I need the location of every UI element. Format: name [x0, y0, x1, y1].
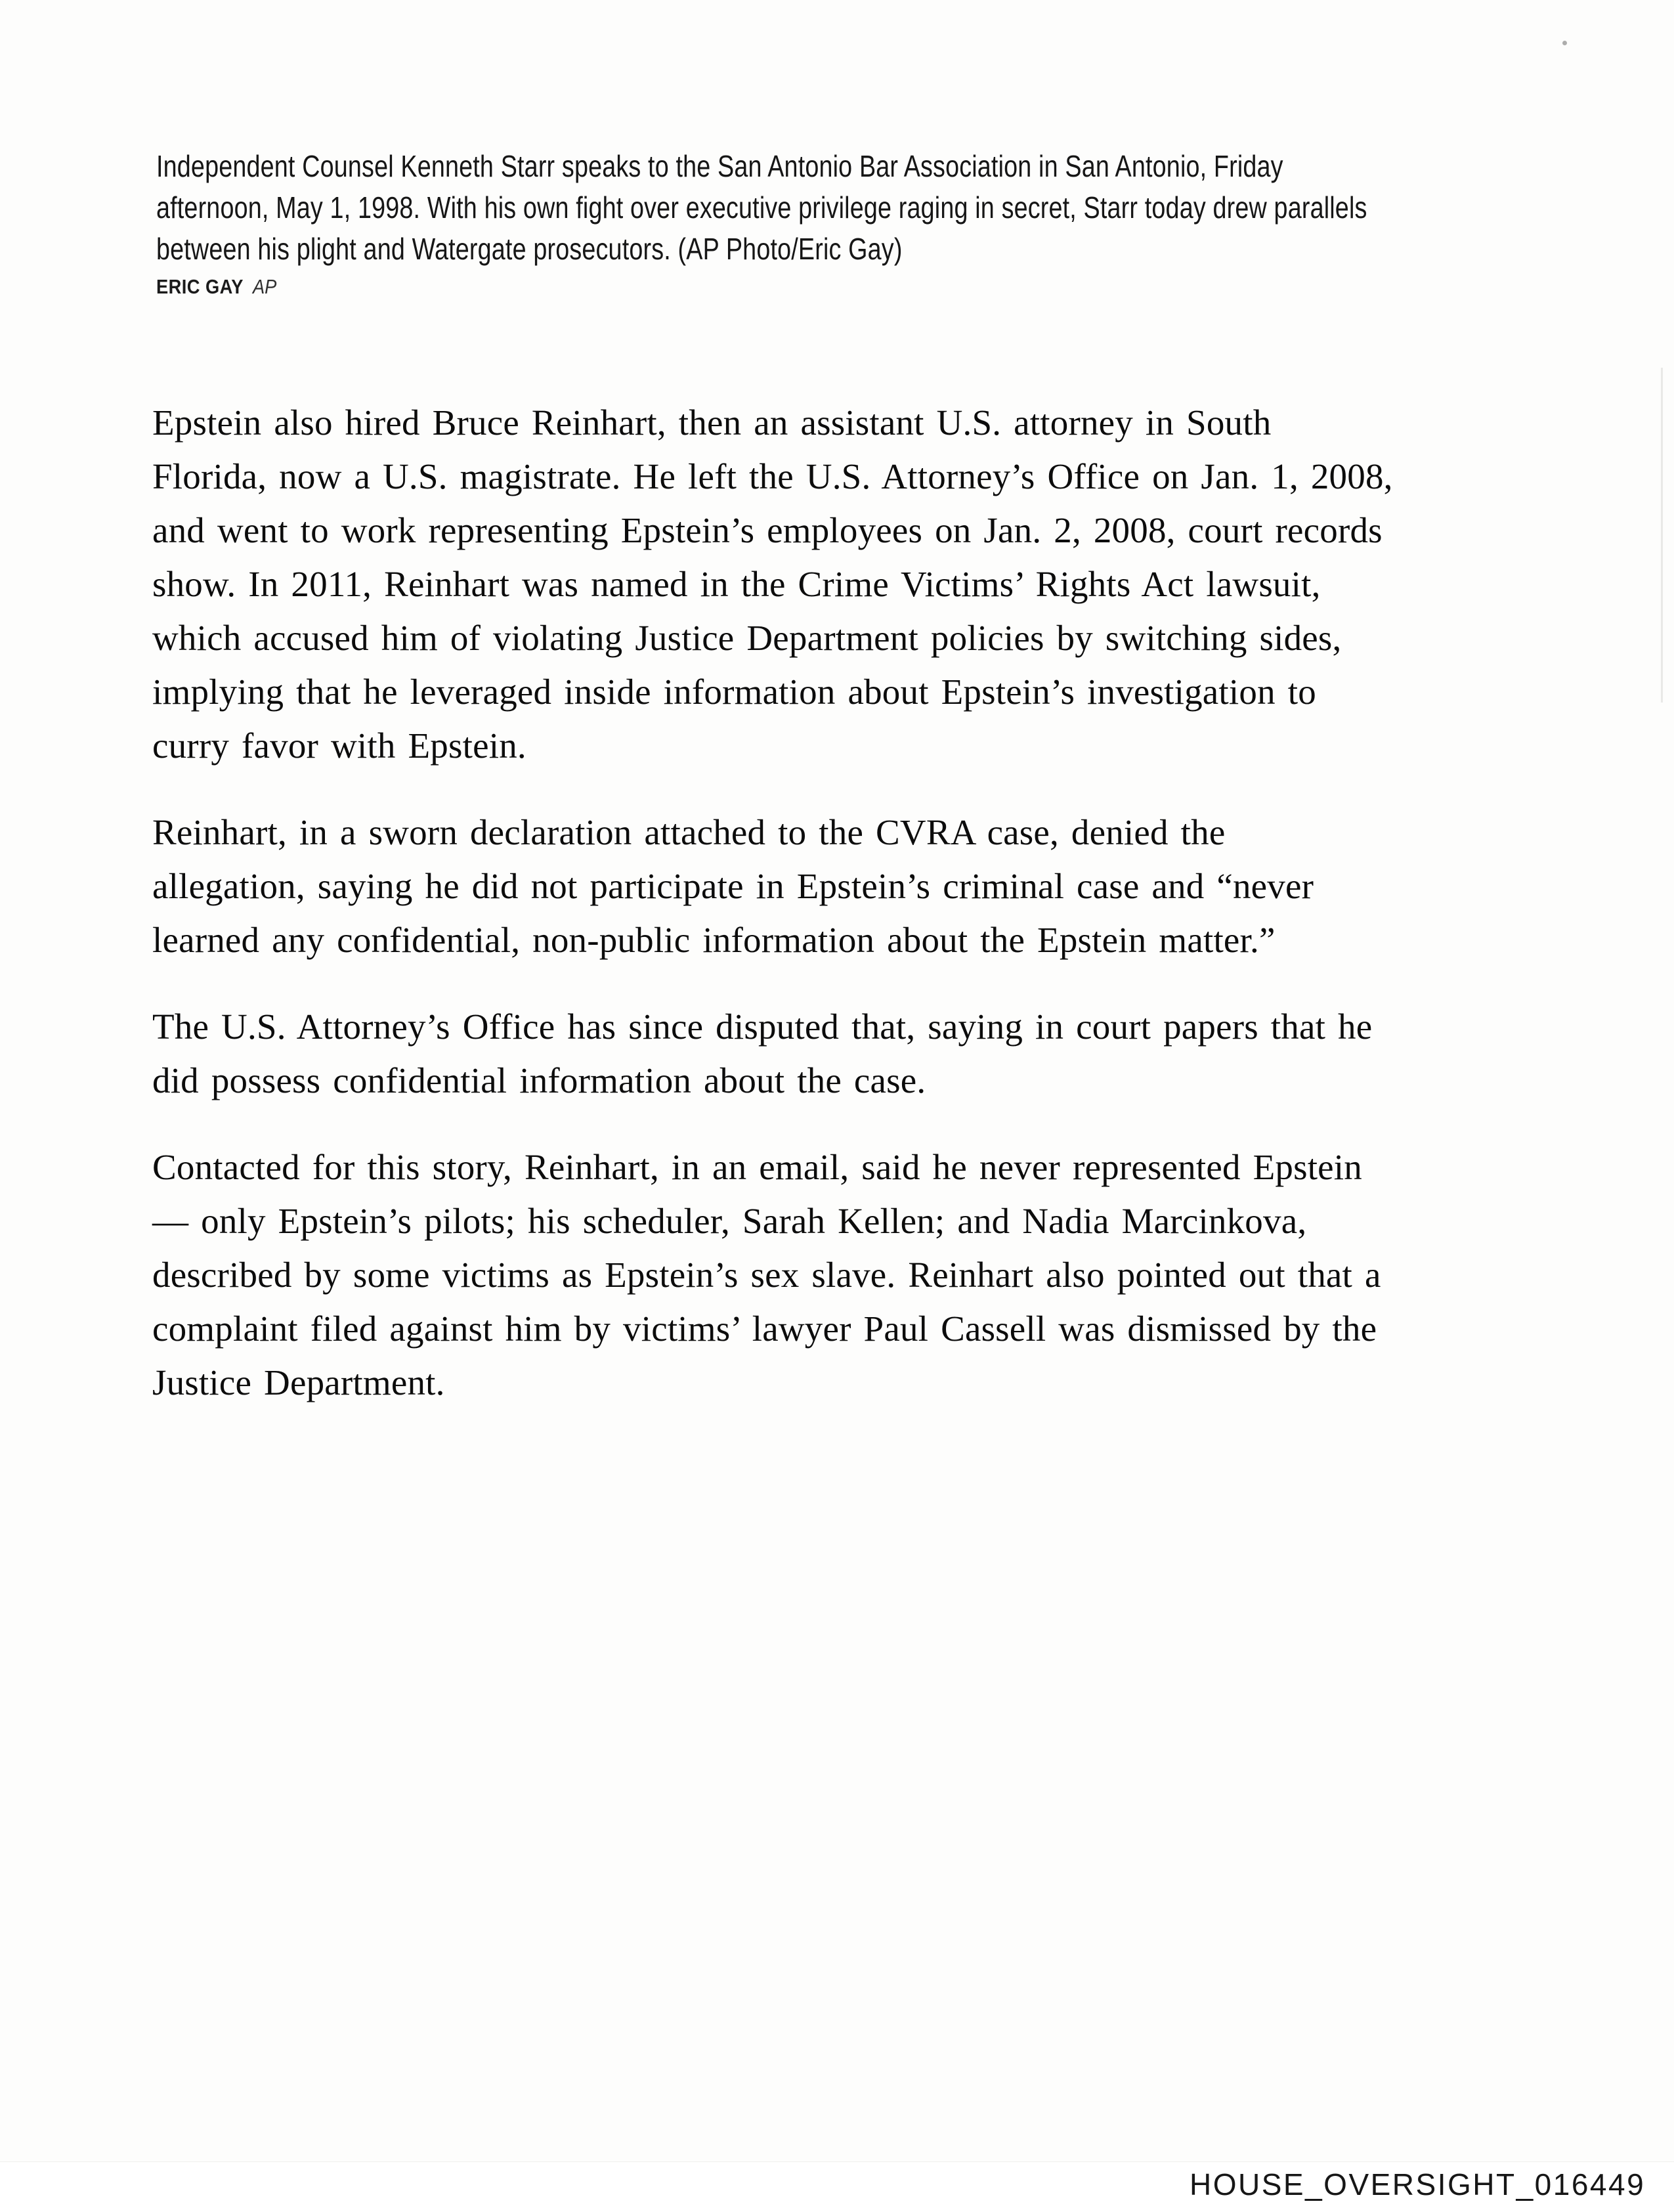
caption-line: Independent Counsel Kenneth Starr speaks to the San Antonio Bar Association in San Antonio, Friday: [156, 149, 1283, 183]
text-line: Florida, now a U.S. magistrate. He left the U.S. Attorney’s Office on Jan. 1, 2008,: [152, 456, 1393, 496]
text-line: The U.S. Attorney’s Office has since disputed that, saying in court papers that he: [152, 1007, 1373, 1047]
text-line: and went to work representing Epstein’s employees on Jan. 2, 2008, court records: [152, 510, 1383, 550]
article-body: [152, 396, 1524, 1442]
text-line: Contacted for this story, Reinhart, in an email, said he never represented Epstein: [152, 1147, 1362, 1187]
caption-line: between his plight and Watergate prosecutors. (AP Photo/Eric Gay): [156, 232, 903, 266]
text-line: curry favor with Epstein.: [152, 726, 526, 766]
text-line: described by some victims as Epstein’s sex slave. Reinhart also pointed out that a: [152, 1255, 1381, 1295]
text-line: implying that he leveraged inside information about Epstein’s investigation to: [152, 672, 1316, 712]
caption-line: afternoon, May 1, 1998. With his own fight over executive privilege raging in secret, Starr today drew parallels: [156, 190, 1367, 225]
photo-caption: [156, 146, 1633, 299]
paragraph: [152, 396, 1524, 773]
scan-edge-streak: [1661, 368, 1663, 703]
text-line: complaint filed against him by victims’ lawyer Paul Cassell was dismissed by the: [152, 1309, 1377, 1349]
photo-credit: [156, 275, 1455, 299]
text-line: Epstein also hired Bruce Reinhart, then an assistant U.S. attorney in South: [152, 402, 1272, 443]
text-line: which accused him of violating Justice Department policies by switching sides,: [152, 618, 1342, 658]
photo-credit-name: ERIC GAY: [156, 275, 244, 298]
text-line: did possess confidential information about the case.: [152, 1060, 926, 1100]
paragraph: [152, 806, 1524, 967]
paragraph: [152, 1140, 1524, 1410]
text-line: allegation, saying he did not participate in Epstein’s criminal case and “never: [152, 866, 1314, 906]
paragraph: [152, 1000, 1524, 1108]
text-line: Reinhart, in a sworn declaration attached to the CVRA case, denied the: [152, 812, 1226, 852]
text-line: show. In 2011, Reinhart was named in the Crime Victims’ Rights Act lawsuit,: [152, 564, 1321, 604]
text-line: Justice Department.: [152, 1362, 445, 1402]
photo-credit-agency: AP: [252, 275, 277, 298]
bates-stamp: HOUSE_OVERSIGHT_016449: [1190, 2167, 1646, 2201]
text-line: — only Epstein’s pilots; his scheduler, Sarah Kellen; and Nadia Marcinkova,: [152, 1201, 1307, 1241]
text-line: learned any confidential, non-public information about the Epstein matter.”: [152, 920, 1276, 960]
scan-speckle: [1562, 41, 1567, 45]
